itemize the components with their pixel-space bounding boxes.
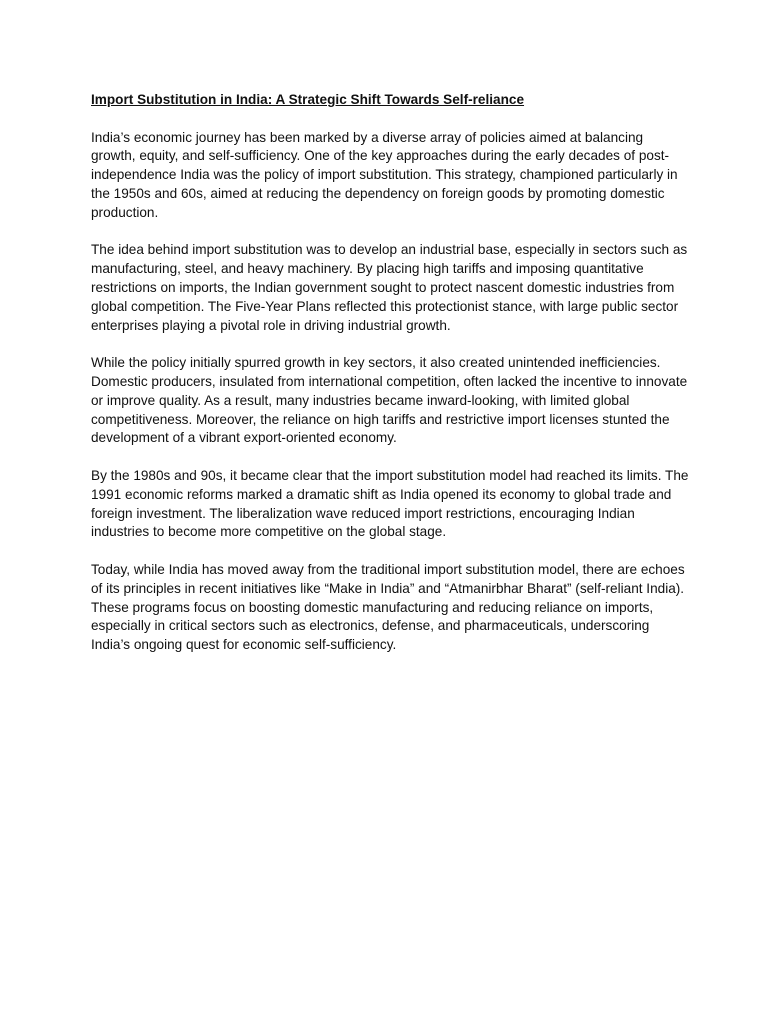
- document-body: [91, 91, 691, 655]
- paragraph-1: India’s economic journey has been marked by a diverse array of policies aimed at balancing growth, equity, and self-sufficiency. One of the key approaches during the early decades of post-independence India was the policy of import substitution. This strategy, championed particularly in the 1950s and 60s, aimed at reducing the dependency on foreign goods by promoting domestic production.: [91, 129, 678, 220]
- paragraph-4: By the 1980s and 90s, it became clear that the import substitution model had reached its limits. The 1991 economic reforms marked a dramatic shift as India opened its economy to global trade and foreign investment. The liberalization wave reduced import restrictions, encouraging Indian industries to become more competitive on the global stage.: [91, 467, 689, 540]
- paragraph-3: While the policy initially spurred growth in key sectors, it also created unintended inefficiencies. Domestic producers, insulated from international competition, often lacked the incentive to innovate or improve quality. As a result, many industries became inward-looking, with limited global competitiveness. Moreover, the reliance on high tariffs and restrictive import licenses stunted the development of a vibrant export-oriented economy.: [91, 355, 688, 446]
- paragraph-5: Today, while India has moved away from the traditional import substitution model, there are echoes of its principles in recent initiatives like “Make in India” and “Atmanirbhar Bharat” (self-reliant India). These programs focus on boosting domestic manufacturing and reducing reliance on imports, especially in critical sectors such as electronics, defense, and pharmaceuticals, underscoring India’s ongoing quest for economic self-sufficiency.: [91, 561, 685, 653]
- document-title: Import Substitution in India: A Strategic Shift Towards Self-reliance: [91, 92, 525, 107]
- paragraph-2: The idea behind import substitution was to develop an industrial base, especially in sectors such as manufacturing, steel, and heavy machinery. By placing high tariffs and imposing quantitative restrictions on imports, the Indian government sought to protect nascent domestic industries from global competition. The Five-Year Plans reflected this protectionist stance, with large public sector enterprises playing a pivotal role in driving industrial growth.: [91, 242, 688, 333]
